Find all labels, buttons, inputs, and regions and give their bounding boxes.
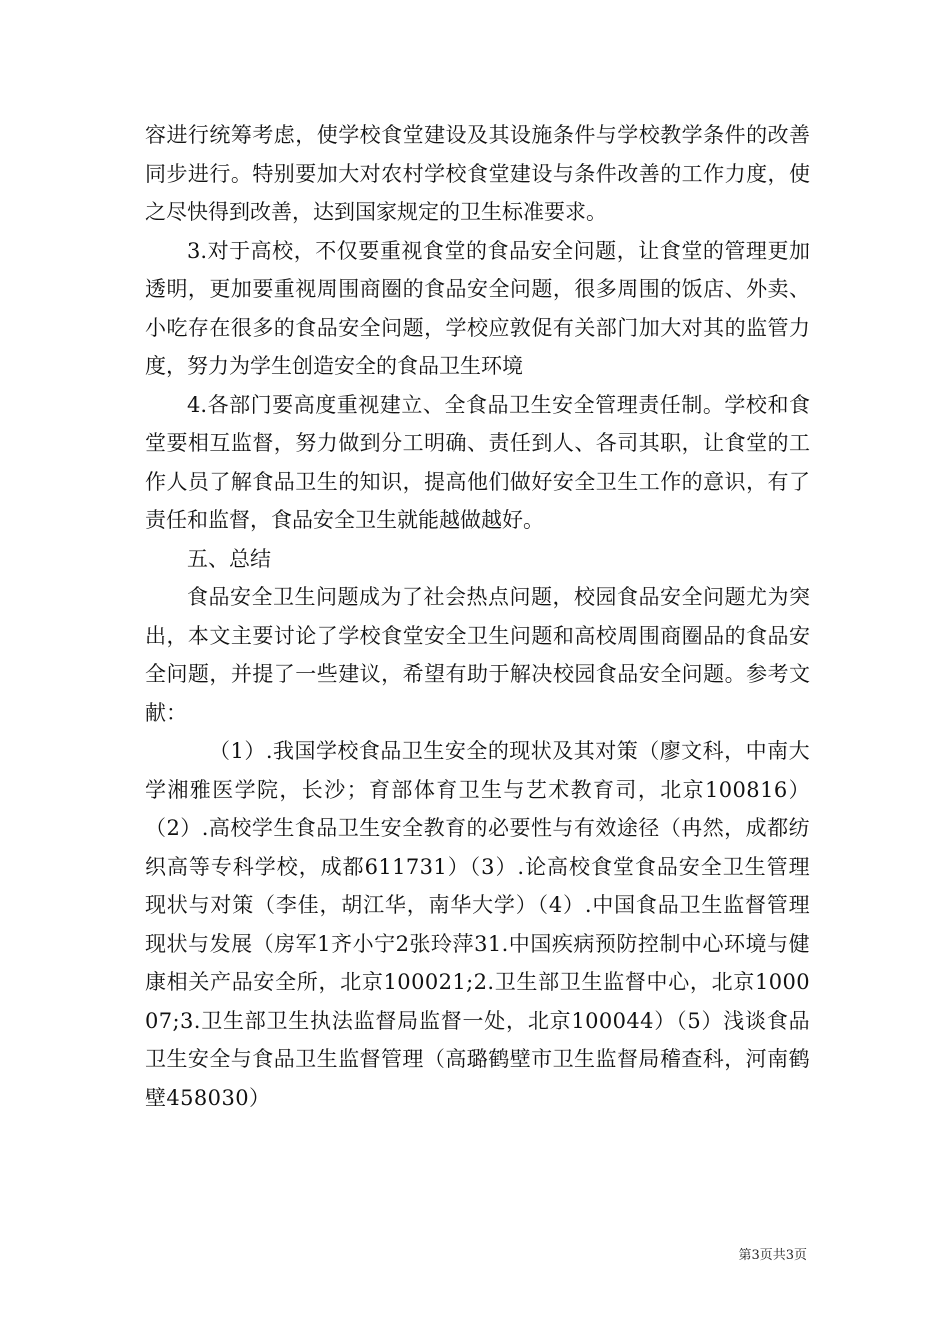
paragraph-references: （1）.我国学校食品卫生安全的现状及其对策（廖文科，中南大学湘雅医学院，长沙；育部体育卫生与艺术教育司，北京100816）（2）.高校学生食品卫生安全教育的必要性与有效途径（冉然，成都纺织高等专科学校，成都611731）（3）.论高校食堂食品安全卫生管理现状与对策（李佳，胡江华，南华大学）（4）.中国食品卫生监督管理现状与发展（房军1齐小宁2张玲萍31.中国疾病预防控制中心环境与健康相关产品安全所，北京100021;2.卫生部卫生监督中心，北京100007;3.卫生部卫生执法监督局监督一处，北京100044）（5）浅谈食品卫生安全与食品卫生监督管理（高璐鹤壁市卫生监督局稽查科，河南鹤壁458030） (145, 739, 810, 1110)
document-body (145, 116, 810, 1117)
section-heading-summary: 五、总结 (187, 546, 271, 571)
paragraph-point-3: 3.对于高校，不仅要重视食堂的食品安全问题，让食堂的管理更加透明，更加要重视周围商圈的食品安全问题，很多周围的饭店、外卖、小吃存在很多的食品安全问题，学校应敦促有关部门加大对其的监管力度，努力为学生创造安全的食品卫生环境 (145, 238, 810, 378)
paragraph-point-4: 4.各部门要高度重视建立、全食品卫生安全管理责任制。学校和食堂要相互监督，努力做到分工明确、责任到人、各司其职，让食堂的工作人员了解食品卫生的知识，提高他们做好安全卫生工作的意识，有了责任和监督，食品安全卫生就能越做越好。 (145, 392, 810, 532)
paragraph-continuation: 容进行统筹考虑，使学校食堂建设及其设施条件与学校教学条件的改善同步进行。特别要加大对农村学校食堂建设与条件改善的工作力度，使之尽快得到改善，达到国家规定的卫生标准要求。 (145, 123, 810, 224)
page-number-footer: 第3页共3页 (738, 1248, 807, 1263)
paragraph-summary: 食品安全卫生问题成为了社会热点问题，校园食品安全问题尤为突出，本文主要讨论了学校食堂安全卫生问题和高校周围商圈品的食品安全问题，并提了一些建议，希望有助于解决校园食品安全问题。参考文献： (145, 585, 810, 725)
